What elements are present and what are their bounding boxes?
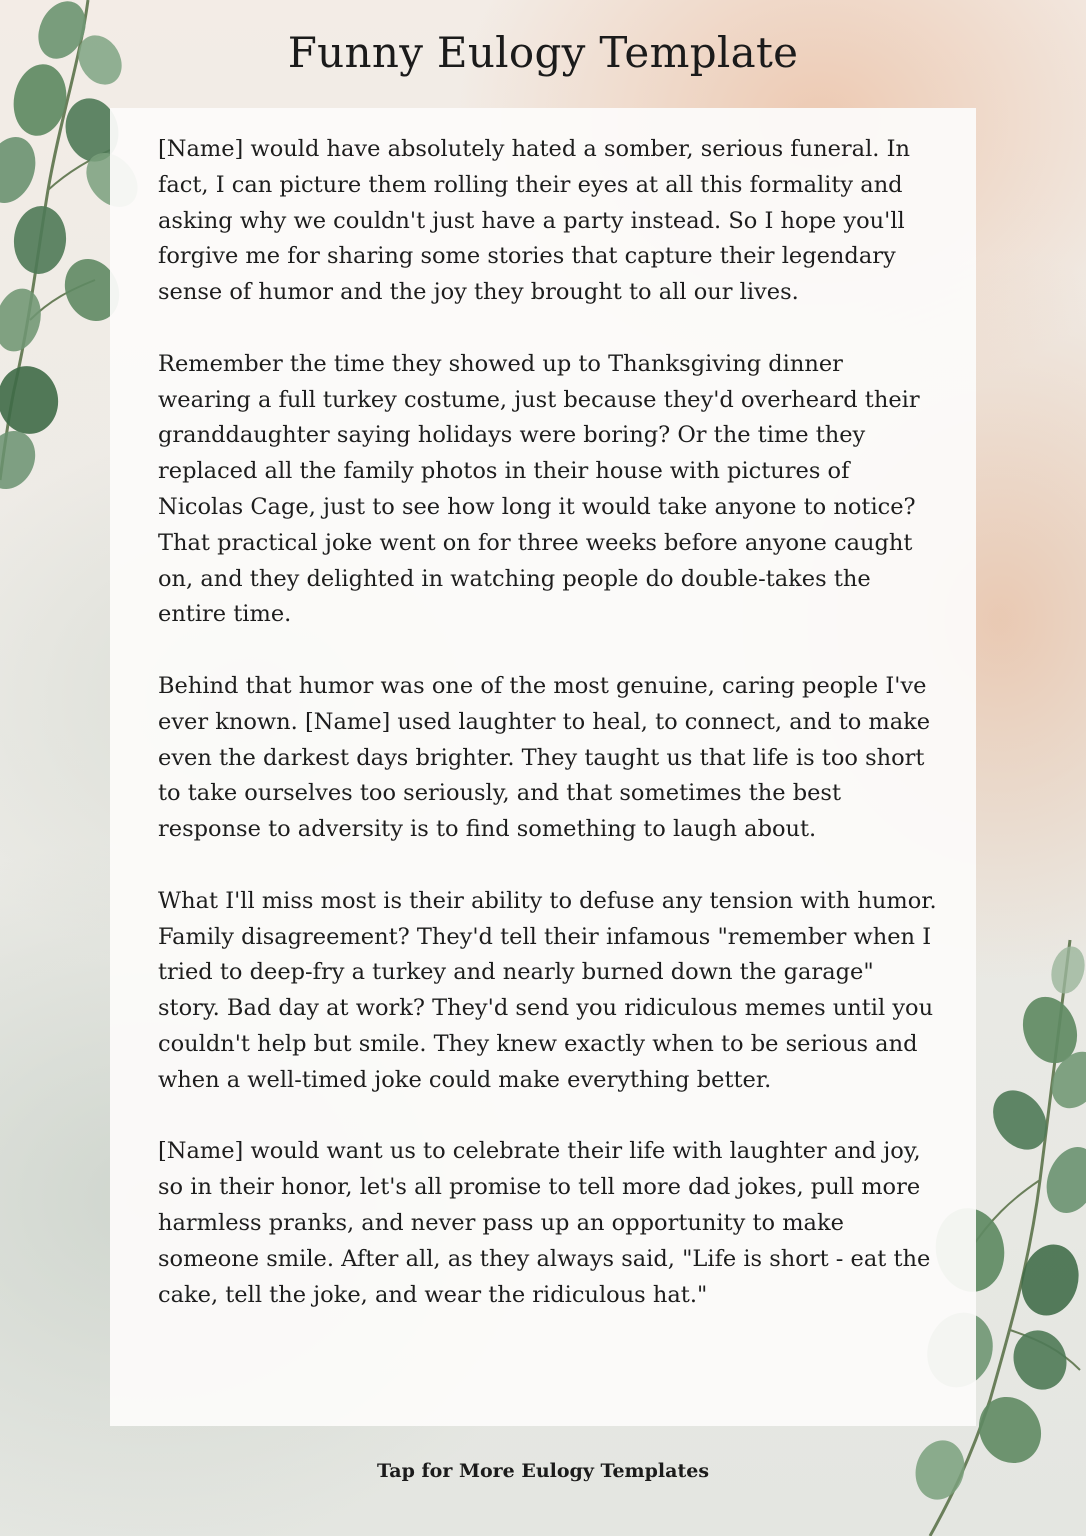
paragraph-2: Remember the time they showed up to Thanksgiving dinner wearing a full turkey costume, just because they'd overheard their granddaughter saying holidays were boring? Or the time they replaced all the family photos in their house with pictures of Nicolas Cage, just to see how long it would take anyone to notice? That practical joke went on for three weeks before anyone caught on, and they delighted in watching people do double-takes the entire time. bbox=[158, 350, 920, 628]
more-templates-link[interactable]: Tap for More Eulogy Templates bbox=[376, 1460, 710, 1482]
paragraph-5: [Name] would want us to celebrate their life with laughter and joy, so in their honor, let's all promise to tell more dad jokes, pull more harmless pranks, and never pass up an opportunity to make someone smile. After all, as they always said, "Life is short - eat the cake, tell the joke, and wear the ridiculous hat." bbox=[158, 1138, 931, 1308]
paragraph-4: What I'll miss most is their ability to defuse any tension with humor. Family disagreement? They'd tell their infamous "remember when I tried to deep-fry a turkey and nearly burned down the garage" story. Bad day at work? They'd send you ridiculous memes until you couldn't help but smile. They knew exactly when to be serious and when a well-timed joke could make everything better. bbox=[158, 887, 937, 1093]
paragraph-3: Behind that humor was one of the most genuine, caring people I've ever known. [Name] used laughter to heal, to connect, and to make even the darkest days brighter. They taught us that life is too short to take ourselves too seriously, and that sometimes the best response to adversity is to find something to laugh about. bbox=[158, 672, 931, 843]
page-title: Funny Eulogy Template bbox=[287, 28, 799, 77]
eulogy-body bbox=[158, 132, 938, 1349]
paragraph-1: [Name] would have absolutely hated a somber, serious funeral. In fact, I can picture them rolling their eyes at all this formality and asking why we couldn't just have a party instead. So I hope you'll forgive me for sharing some stories that capture their legendary sense of humor and the joy they brought to all our lives. bbox=[158, 136, 910, 306]
